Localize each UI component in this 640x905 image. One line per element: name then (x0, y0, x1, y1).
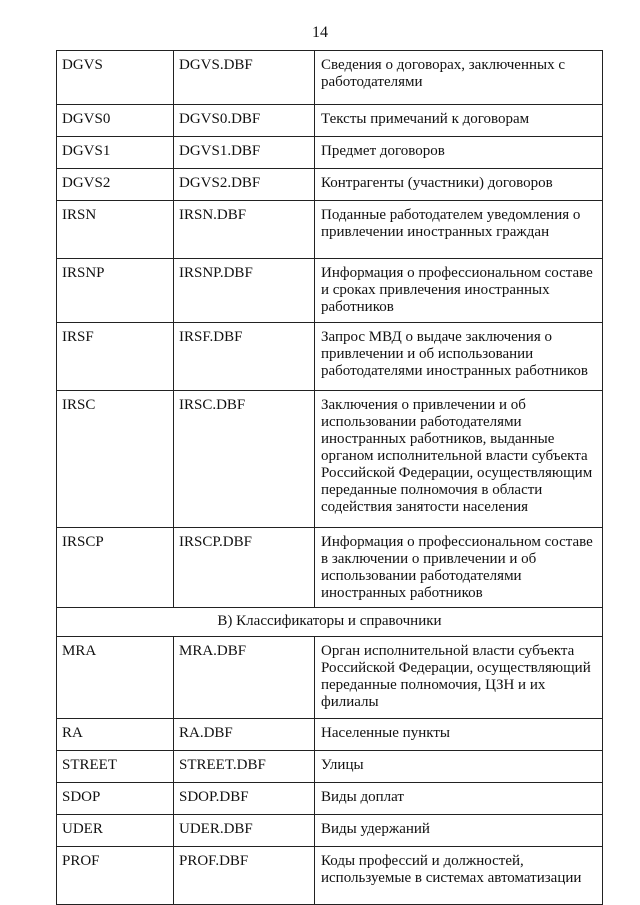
file-name-cell: IRSN.DBF (174, 201, 315, 259)
description-cell: Коды профессий и должностей, используемые в системах автоматизации (315, 847, 603, 905)
description-cell: Населенные пункты (315, 719, 603, 751)
code-cell: IRSN (57, 201, 174, 259)
code-cell: DGVS1 (57, 137, 174, 169)
table-row (57, 51, 603, 105)
file-name-cell: DGVS0.DBF (174, 105, 315, 137)
table-row (57, 815, 603, 847)
reference-table (56, 50, 603, 905)
table-row (57, 783, 603, 815)
description-cell: Поданные работодателем уведомления о привлечении иностранных граждан (315, 201, 603, 259)
description-cell: Информация о профессиональном составе и сроках привлечения иностранных работников (315, 259, 603, 323)
table-row (57, 528, 603, 608)
code-cell: RA (57, 719, 174, 751)
code-cell: IRSF (57, 323, 174, 391)
description-cell: Предмет договоров (315, 137, 603, 169)
table-row (57, 169, 603, 201)
description-cell: Информация о профессиональном составе в заключении о привлечении и об использовании работодателями иностранных работников (315, 528, 603, 608)
code-cell: IRSCP (57, 528, 174, 608)
table-row (57, 847, 603, 905)
table-row (57, 323, 603, 391)
code-cell: MRA (57, 637, 174, 719)
code-cell: STREET (57, 751, 174, 783)
file-name-cell: IRSF.DBF (174, 323, 315, 391)
file-name-cell: RA.DBF (174, 719, 315, 751)
code-cell: SDOP (57, 783, 174, 815)
table-row (57, 201, 603, 259)
description-cell: Запрос МВД о выдаче заключения о привлечении и об использовании работодателями иностранных работников (315, 323, 603, 391)
table-row (57, 259, 603, 323)
section-header-row (57, 608, 603, 637)
description-cell: Сведения о договорах, заключенных с работодателями (315, 51, 603, 105)
code-cell: DGVS (57, 51, 174, 105)
table-row (57, 391, 603, 528)
code-cell: DGVS2 (57, 169, 174, 201)
section-title: В) Классификаторы и справочники (57, 608, 603, 637)
file-name-cell: DGVS2.DBF (174, 169, 315, 201)
file-name-cell: IRSNP.DBF (174, 259, 315, 323)
file-name-cell: IRSC.DBF (174, 391, 315, 528)
table-row (57, 719, 603, 751)
description-cell: Тексты примечаний к договорам (315, 105, 603, 137)
description-cell: Орган исполнительной власти субъекта Российской Федерации, осуществляющий переданные полномочия, ЦЗН и их филиалы (315, 637, 603, 719)
table-row (57, 751, 603, 783)
code-cell: UDER (57, 815, 174, 847)
file-name-cell: SDOP.DBF (174, 783, 315, 815)
file-name-cell: UDER.DBF (174, 815, 315, 847)
description-cell: Виды доплат (315, 783, 603, 815)
code-cell: PROF (57, 847, 174, 905)
code-cell: IRSNP (57, 259, 174, 323)
file-name-cell: MRA.DBF (174, 637, 315, 719)
page-number: 14 (312, 24, 328, 41)
code-cell: IRSC (57, 391, 174, 528)
file-name-cell: STREET.DBF (174, 751, 315, 783)
table-row (57, 105, 603, 137)
code-cell: DGVS0 (57, 105, 174, 137)
file-name-cell: DGVS1.DBF (174, 137, 315, 169)
description-cell: Виды удержаний (315, 815, 603, 847)
table-body (57, 51, 603, 905)
table-row (57, 137, 603, 169)
file-name-cell: PROF.DBF (174, 847, 315, 905)
table-row (57, 637, 603, 719)
description-cell: Контрагенты (участники) договоров (315, 169, 603, 201)
file-name-cell: DGVS.DBF (174, 51, 315, 105)
file-name-cell: IRSCP.DBF (174, 528, 315, 608)
description-cell: Заключения о привлечении и об использовании работодателями иностранных работников, выданные органом исполнительной власти субъекта Российской Федерации, осуществляющим переданные полномочия в области содействия занятости населения (315, 391, 603, 528)
description-cell: Улицы (315, 751, 603, 783)
